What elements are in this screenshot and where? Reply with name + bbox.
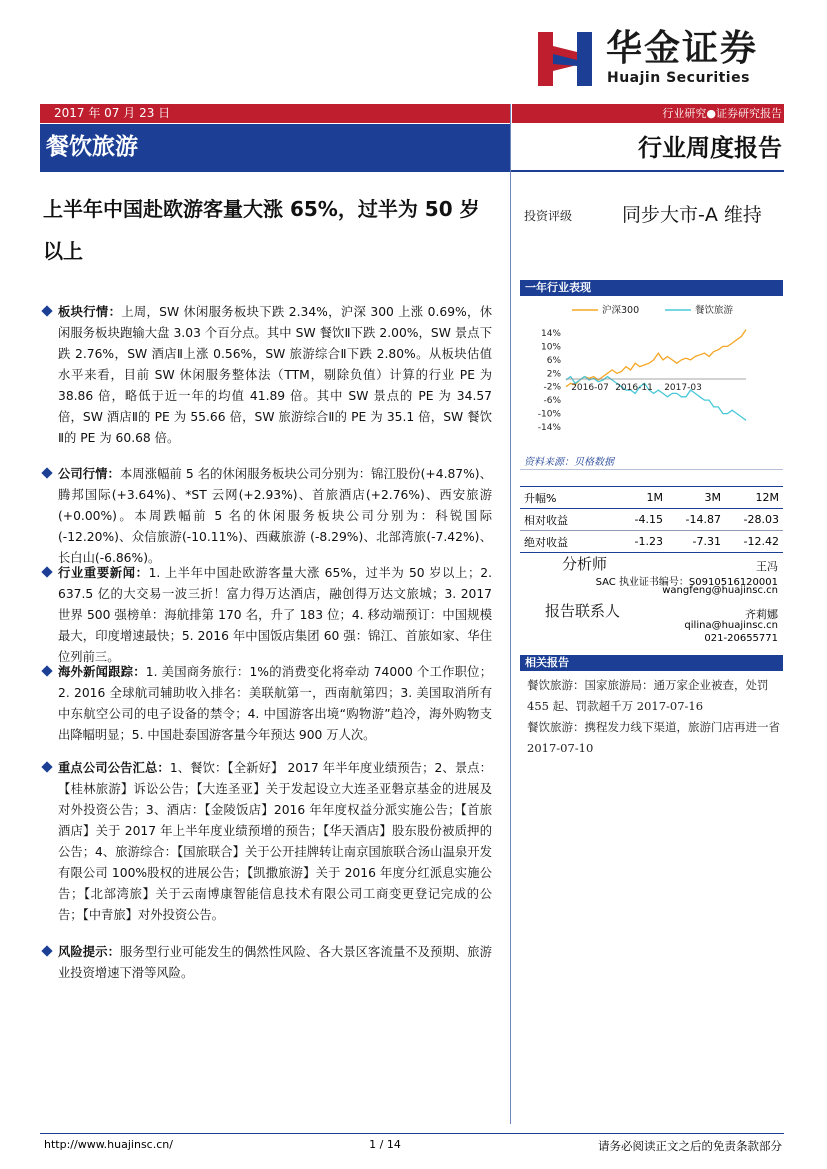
footer-url[interactable]: http://www.huajinsc.cn/ xyxy=(44,1138,173,1151)
bullet-text: 1. 美国商务旅行：1%的消费变化将牵动 74000 个工作职位；2. 2016 全球航司辅助收入排名：美联航第一，西南航第四；3. 美国取消所有中东航空公司的电子设备的禁令；4. 中国游客出境“购物游”趋冷，海外购物支出降幅明显；5. 中国赴泰国游客量今年预达 900 万人次。 xyxy=(58,665,492,742)
table-row-label: 相对收益 xyxy=(524,513,568,527)
contact-phone: 021-20655771 xyxy=(704,633,778,644)
bullet-company-market xyxy=(44,464,492,569)
bullet-label: 风险提示： xyxy=(58,945,121,959)
bullet-label: 海外新闻跟踪： xyxy=(58,665,146,679)
chart-source-rule xyxy=(520,469,783,470)
related-report-item[interactable]: 餐饮旅游：携程发力线下渠道，旅游门店再进一省 2017-07-10 xyxy=(527,720,780,755)
chart-y-tick-label: 6% xyxy=(546,355,561,366)
table-cell: -4.15 xyxy=(634,513,663,526)
report-type-tag xyxy=(512,105,784,122)
chart-y-ticks xyxy=(538,329,562,433)
logo-mark xyxy=(538,32,592,86)
chart-x-ticks xyxy=(571,383,702,393)
related-report-item[interactable]: 餐饮旅游：国家旅游局：通万家企业被查，处罚 455 起、罚款超千万 2017-07-16 xyxy=(527,678,769,713)
chart-x-tick-label: 2017-03 xyxy=(664,383,702,393)
table-cell: -1.23 xyxy=(634,535,663,548)
performance-chart xyxy=(520,298,783,450)
sector-title: 餐饮旅游 xyxy=(46,134,138,160)
performance-section-bar xyxy=(520,280,783,296)
chart-y-tick-label: 10% xyxy=(540,342,561,353)
chart-y-tick-label: 2% xyxy=(546,369,561,380)
table-header-cell: 升幅% xyxy=(524,491,557,505)
rating-label: 投资评级 xyxy=(524,209,573,223)
table-header-cell: 1M xyxy=(646,491,663,504)
report-type: 行业周度报告 xyxy=(638,134,782,162)
bullet-text: 1. 上半年中国赴欧游客量大涨 65%，过半为 50 岁以上；2. 637.5 亿的大交易一波三折！富力得万达酒店，融创得万达文旅城；3. 2017 世界 500 强榜单：海航排第 170 名，升了 183 位；4. 移动端预订：中国规模最大，印度增速最快；5. 2016 年中国饭店集团 60 强：锦江、首旅如家、华住位列前三。 xyxy=(58,566,492,664)
table-row xyxy=(520,509,783,531)
related-reports-title: 相关报告 xyxy=(525,656,569,669)
bullet-company-announcements xyxy=(44,758,492,926)
chart-legend xyxy=(572,304,734,316)
bullet-text: 本周涨幅前 5 名的休闲服务板块公司分别为：锦江股份(+4.87%)、腾邦国际(+3.64%)、*ST 云网(+2.93%)、首旅酒店(+2.76%)、西安旅游(+0.00%)。本周跌幅前 5 名的休闲服务板块公司分别为：科锐国际(-12.20%)、众信旅游(-10.11%)、西藏旅游 (-8.29%)、北部湾旅(-7.42%)、长白山(-6.86%)。 xyxy=(58,467,492,565)
date-bar xyxy=(40,104,510,123)
performance-table xyxy=(520,486,783,553)
bullet-diamond-icon xyxy=(41,467,52,478)
chart-y-tick-label: -10% xyxy=(537,409,561,420)
analyst-email: wangfeng@huajinsc.cn xyxy=(662,585,778,596)
bullet-label: 行业重要新闻： xyxy=(58,566,149,580)
chart-x-tick-label: 2016-07 xyxy=(571,383,609,393)
table-header-cell: 3M xyxy=(704,491,721,504)
chart-y-tick-label: -6% xyxy=(543,396,561,407)
chart-legend-label: 沪深300 xyxy=(602,305,640,316)
contact-name: 齐莉娜 xyxy=(745,608,778,621)
performance-title: 一年行业表现 xyxy=(525,281,591,294)
report-title: 上半年中国赴欧游客量大涨 65%，过半为 50 岁以上 xyxy=(43,197,480,263)
chart-y-tick-label: -2% xyxy=(543,382,561,393)
table-row-label: 绝对收益 xyxy=(524,535,568,549)
analyst-sac-number: SAC 执业证书编号：S0910516120001 xyxy=(595,577,778,588)
bullet-diamond-icon xyxy=(41,665,52,676)
table-cell: -7.31 xyxy=(692,535,721,548)
header-rule xyxy=(40,170,784,172)
bullet-diamond-icon xyxy=(41,305,52,316)
bullet-diamond-icon xyxy=(41,566,52,577)
bullet-sector-market xyxy=(44,302,492,449)
chart-y-tick-label: -14% xyxy=(537,423,561,433)
footer-rule xyxy=(40,1133,784,1134)
footer-disclaimer: 请务必阅读正文之后的免责条款部分 xyxy=(598,1139,782,1153)
bullet-industry-news xyxy=(44,563,492,668)
rating-value: 同步大市-A 维持 xyxy=(622,204,762,226)
bullet-label: 重点公司公告汇总： xyxy=(58,761,170,775)
bullet-overseas-news xyxy=(44,662,492,746)
bullet-diamond-icon xyxy=(41,761,52,772)
bullet-risk-warning xyxy=(44,942,492,984)
table-cell: -28.03 xyxy=(743,513,779,526)
report-date: 2017 年 07 月 23 日 xyxy=(54,106,171,120)
contact-heading: 报告联系人 xyxy=(545,602,621,620)
logo-name-cn: 华金证券 xyxy=(606,28,759,69)
related-reports-bar xyxy=(520,655,783,671)
bullet-text: 上周，SW 休闲服务板块下跌 2.34%，沪深 300 上涨 0.69%，休闲服务板块跑输大盘 3.03 个百分点。其中 SW 餐饮Ⅱ下跌 2.00%，SW 景点下跌 2.76%，SW 酒店Ⅱ上涨 0.56%，SW 旅游综合Ⅱ下跌 2.80%。从板块估值水平来看，目前 SW 休闲服务整体法（TTM，剔除负值）计算的行业 PE 为 38.86 倍，略低于近一年的均值 41.89 倍。其中 SW 景点的 PE 为 34.57 倍，SW 酒店Ⅱ的 PE 为 55.66 倍，SW 旅游综合Ⅱ的 PE 为 35.1 倍，SW 餐饮Ⅱ的 PE 为 60.68 倍。 xyxy=(58,305,492,445)
table-cell: -14.87 xyxy=(685,513,721,526)
chart-legend-label: 餐饮旅游 xyxy=(695,305,734,316)
chart-series-group xyxy=(566,330,746,421)
bullet-text: 1、餐饮：【全新好】 2017 年半年度业绩预告；2、景点：【桂林旅游】诉讼公告；【大连圣亚】关于发起设立大连圣亚磐京基金的进展及对外投资公告；3、酒店：【金陵饭店】2016 年年度权益分派实施公告；【首旅酒店】关于 2017 年上半年度业绩预增的预告；【华天酒店】股东股份被质押的公告；4、旅游综合：【国旅联合】关于公开挂牌转让南京国旅联合汤山温泉开发有限公司 100%股权的进展公告；【凯撒旅游】关于 2016 年度分红派息实施公告；【北部湾旅】关于云南博康智能信息技术有限公司工商变更登记完成的公告；【中青旅】对外投资公告。 xyxy=(58,761,492,922)
bullet-label: 公司行情： xyxy=(58,467,120,481)
bullet-diamond-icon xyxy=(41,945,52,956)
contact-email: qilina@huajinsc.cn xyxy=(684,620,778,631)
related-reports-list xyxy=(527,675,781,759)
logo-name-en: Huajin Securities xyxy=(607,70,750,86)
bullet-label: 板块行情： xyxy=(58,305,122,319)
report-type-tag-text: 行业研究●证券研究报告 xyxy=(662,107,782,120)
bullet-text: 服务型行业可能发生的偶然性风险、各大景区客流量不及预期、旅游业投资增速下滑等风险。 xyxy=(58,945,492,980)
chart-y-tick-label: 14% xyxy=(540,329,561,339)
page-number: 1 / 14 xyxy=(369,1138,401,1151)
column-divider xyxy=(510,104,511,1124)
analyst-heading: 分析师 xyxy=(562,555,608,573)
table-header-cell: 12M xyxy=(755,491,779,504)
analyst-name: 王冯 xyxy=(756,560,778,573)
chart-x-tick-label: 2016-11 xyxy=(615,383,653,393)
table-header-row xyxy=(520,487,783,509)
table-cell: -12.42 xyxy=(743,535,779,548)
table-row xyxy=(520,531,783,553)
chart-source: 资料来源：贝格数据 xyxy=(524,457,614,468)
